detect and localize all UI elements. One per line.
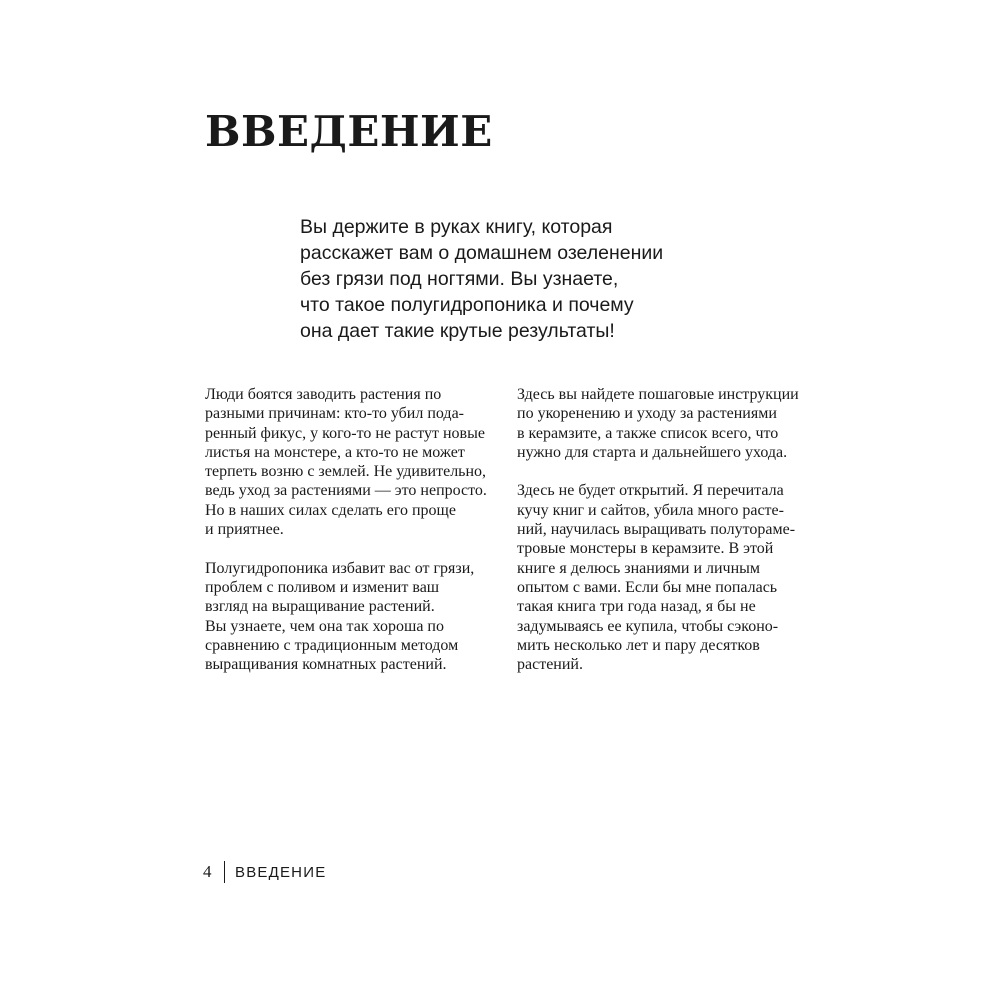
text-line: книге я делюсь знаниями и личным (517, 559, 761, 577)
text-line: выращивания комнатных растений. (205, 656, 447, 674)
text-line: нужно для старта и дальнейшего ухода. (517, 443, 788, 461)
text-line: тровые монстеры в керамзите. В этой (517, 540, 774, 558)
running-head: ВВЕДЕНИЕ (235, 863, 327, 881)
text-line: Здесь вы найдете пошаговые инструкции (517, 386, 799, 403)
right-paragraph-1 (517, 385, 817, 462)
text-line: листья на монстере, а кто-то не может (205, 443, 465, 461)
text-line: ренный фикус, у кого-то не растут новые (205, 424, 485, 442)
text-line: взгляд на выращивание растений. (205, 598, 435, 616)
lead-line: что такое полугидропоника и почему (300, 294, 634, 316)
lead-line: она дает такие крутые результаты! (300, 320, 615, 342)
text-line: терпеть возню с землей. Не удивительно, (205, 463, 487, 481)
text-line: Здесь не будет открытий. Я перечитала (517, 482, 784, 500)
text-line: ведь уход за растениями — это непросто. (205, 482, 487, 500)
text-line: Вы узнаете, чем она так хороша по (205, 617, 444, 635)
left-paragraph-1 (205, 385, 505, 539)
text-line: Полугидропоника избавит вас от грязи, (205, 559, 475, 577)
left-column (205, 385, 505, 694)
footer-divider (224, 861, 226, 883)
right-column (517, 385, 817, 694)
text-line: опытом с вами. Если бы мне попалась (517, 578, 778, 596)
text-line: разными причинам: кто-то убил пода- (205, 405, 464, 423)
lead-line: без грязи под ногтями. Вы узнаете, (300, 268, 619, 290)
lead-line: расскажет вам о домашнем озеленении (300, 242, 664, 264)
text-line: проблем с поливом и изменит ваш (205, 578, 440, 596)
text-line: ний, научилась выращивать полутораме- (517, 521, 796, 539)
lead-paragraph (300, 214, 720, 344)
page-title: ВВЕДЕНИЕ (205, 107, 493, 156)
text-line: в керамзите, а также список всего, что (517, 424, 779, 442)
text-line: Люди боятся заводить растения по (205, 386, 442, 403)
text-line: Но в наших силах сделать его проще (205, 501, 456, 519)
right-paragraph-2 (517, 481, 817, 674)
text-line: по укоренению и уходу за растениями (517, 405, 777, 423)
lead-line: Вы держите в руках книгу, которая (300, 216, 613, 238)
text-line: сравнению с традиционным методом (205, 636, 459, 654)
text-line: кучу книг и сайтов, убила много расте- (517, 501, 784, 519)
left-paragraph-2 (205, 559, 505, 675)
page-number: 4 (203, 862, 212, 881)
text-line: такая книга три года назад, я бы не (517, 598, 756, 616)
text-line: задумываясь ее купила, чтобы сэконо- (517, 617, 779, 635)
text-line: мить несколько лет и пару десятков (517, 636, 760, 654)
page-footer (203, 860, 326, 884)
text-line: и приятнее. (205, 521, 284, 539)
text-line: растений. (517, 656, 583, 674)
